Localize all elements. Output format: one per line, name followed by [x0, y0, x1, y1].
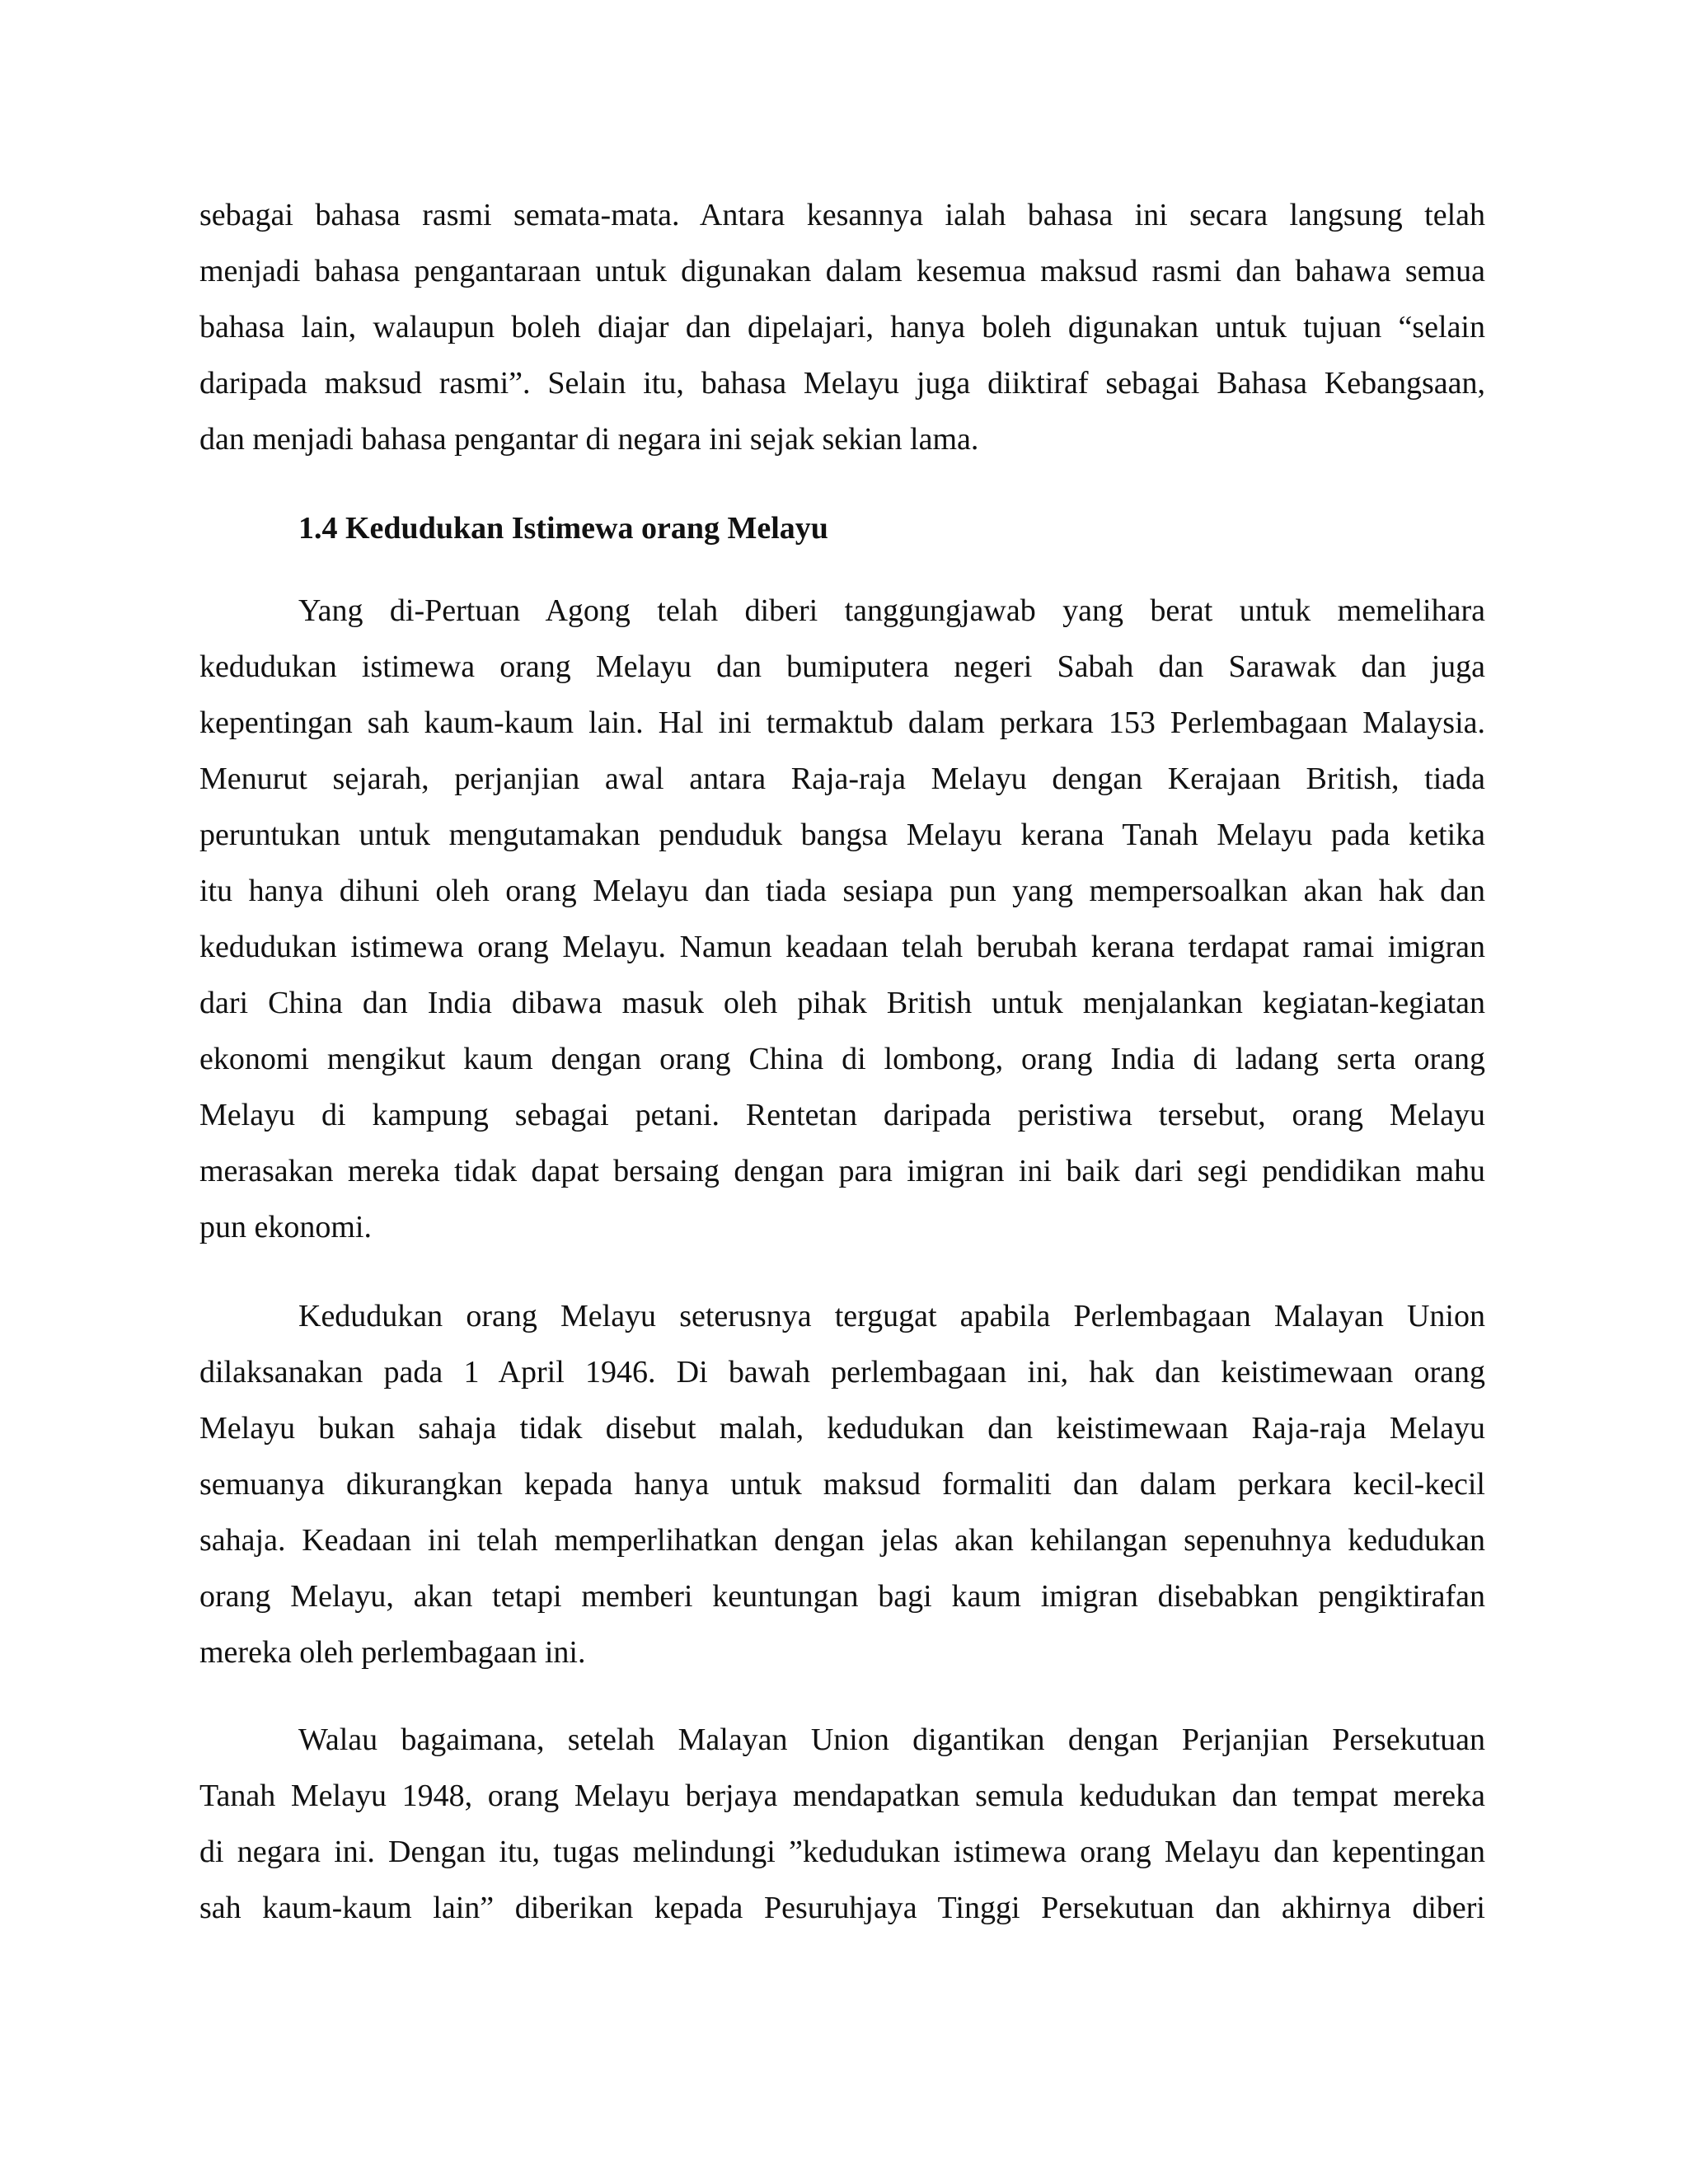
- text-line: Kedudukan orang Melayu seterusnya tergugat apabila Perlembagaan Malayan Union: [298, 1299, 1485, 1333]
- text-line: Menurut sejarah, perjanjian awal antara Raja-raja Melayu dengan Kerajaan British, tiada: [199, 762, 1485, 796]
- text-line: ekonomi mengikut kaum dengan orang China di lombong, orang India di ladang serta orang: [199, 1042, 1485, 1076]
- text-line: sebagai bahasa rasmi semata-mata. Antara kesannya ialah bahasa ini secara langsung telah: [199, 198, 1485, 232]
- text-line: peruntukan untuk mengutamakan penduduk bangsa Melayu kerana Tanah Melayu pada ketika: [199, 818, 1485, 852]
- text-line: Melayu bukan sahaja tidak disebut malah, kedudukan dan keistimewaan Raja-raja Melayu: [199, 1411, 1485, 1446]
- text-line: Melayu di kampung sebagai petani. Rentetan daripada peristiwa tersebut, orang Melayu: [199, 1098, 1485, 1132]
- text-line: Yang di-Pertuan Agong telah diberi tanggungjawab yang berat untuk memelihara: [298, 593, 1485, 628]
- text-line: kepentingan sah kaum-kaum lain. Hal ini termaktub dalam perkara 153 Perlembagaan Malaysia.: [199, 705, 1485, 740]
- text-line: bahasa lain, walaupun boleh diajar dan dipelajari, hanya boleh digunakan untuk tujuan “selain: [199, 310, 1485, 344]
- text-line: dan menjadi bahasa pengantar di negara ini sejak sekian lama.: [199, 422, 979, 457]
- text-line: semuanya dikurangkan kepada hanya untuk maksud formaliti dan dalam perkara kecil-kecil: [199, 1467, 1485, 1502]
- text-line: merasakan mereka tidak dapat bersaing dengan para imigran ini baik dari segi pendidikan mahu: [199, 1154, 1485, 1188]
- text-line: mereka oleh perlembagaan ini.: [199, 1635, 586, 1670]
- text-line: sah kaum-kaum lain” diberikan kepada Pesuruhjaya Tinggi Persekutuan dan akhirnya diberi: [199, 1891, 1485, 1925]
- section-heading: 1.4 Kedudukan Istimewa orang Melayu: [298, 511, 828, 546]
- text-line: menjadi bahasa pengantaraan untuk digunakan dalam kesemua maksud rasmi dan bahawa semua: [199, 254, 1485, 288]
- text-line: dilaksanakan pada 1 April 1946. Di bawah perlembagaan ini, hak dan keistimewaan orang: [199, 1355, 1485, 1390]
- text-line: dari China dan India dibawa masuk oleh pihak British untuk menjalankan kegiatan-kegiatan: [199, 986, 1485, 1020]
- text-line: kedudukan istimewa orang Melayu dan bumiputera negeri Sabah dan Sarawak dan juga: [199, 649, 1485, 684]
- text-line: itu hanya dihuni oleh orang Melayu dan tiada sesiapa pun yang mempersoalkan akan hak dan: [199, 874, 1485, 908]
- text-line: orang Melayu, akan tetapi memberi keuntungan bagi kaum imigran disebabkan pengiktirafan: [199, 1579, 1485, 1614]
- text-line: kedudukan istimewa orang Melayu. Namun keadaan telah berubah kerana terdapat ramai imigran: [199, 930, 1485, 964]
- text-line: pun ekonomi.: [199, 1210, 372, 1244]
- text-line: Walau bagaimana, setelah Malayan Union digantikan dengan Perjanjian Persekutuan: [298, 1722, 1485, 1757]
- text-line: Tanah Melayu 1948, orang Melayu berjaya mendapatkan semula kedudukan dan tempat mereka: [199, 1779, 1485, 1813]
- text-line: daripada maksud rasmi”. Selain itu, bahasa Melayu juga diiktiraf sebagai Bahasa Kebangsaan,: [199, 366, 1485, 401]
- text-line: di negara ini. Dengan itu, tugas melindungi ”kedudukan istimewa orang Melayu dan kepentingan: [199, 1835, 1485, 1869]
- text-line: sahaja. Keadaan ini telah memperlihatkan dengan jelas akan kehilangan sepenuhnya kedudukan: [199, 1523, 1485, 1558]
